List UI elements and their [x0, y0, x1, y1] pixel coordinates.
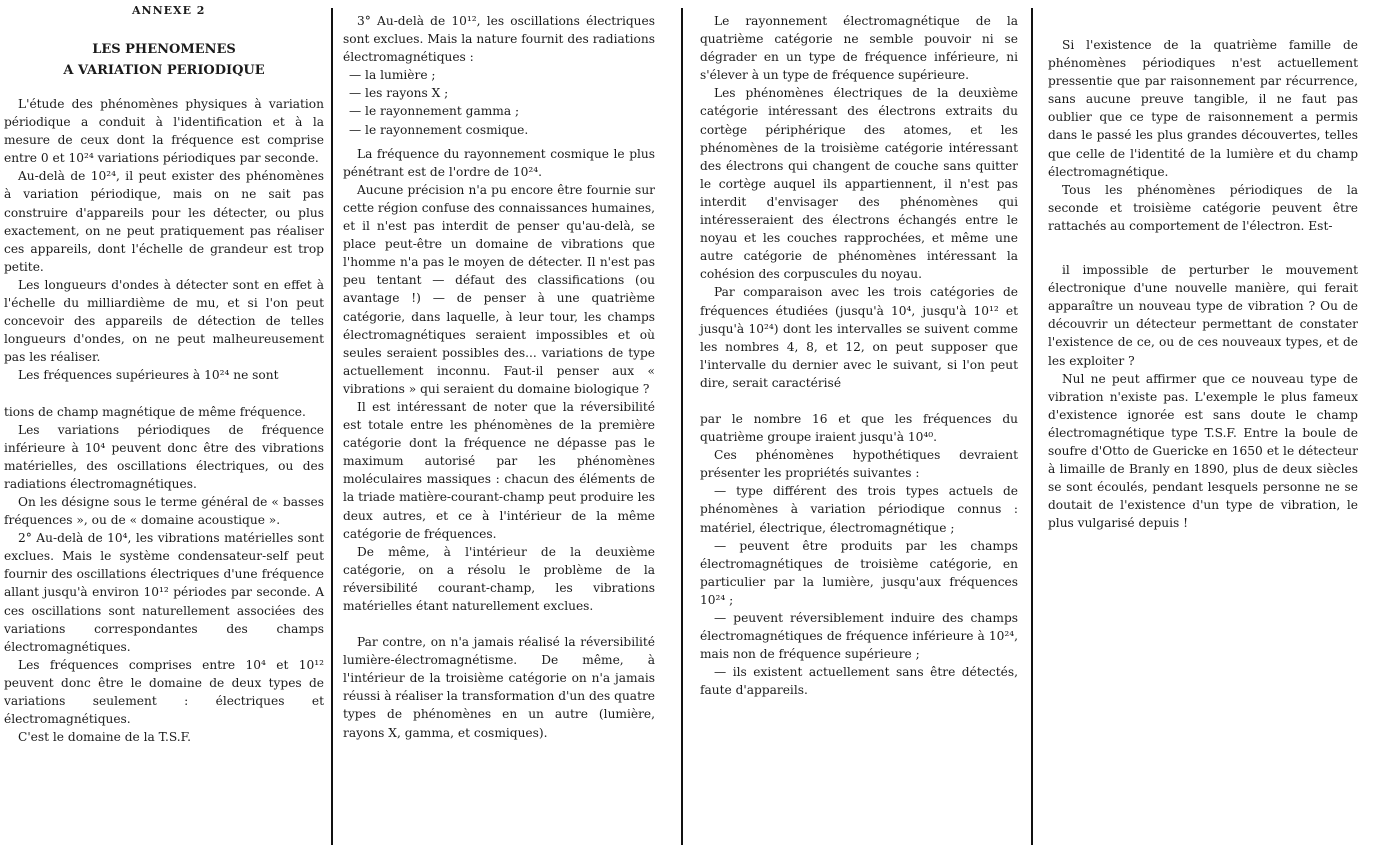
paragraph: Les fréquences supérieures à 10²⁴ ne sont	[18, 368, 279, 383]
paragraph: L'étude des phénomènes physiques à variation périodique a conduit à l'identification et à la mesure de ceux dont la fréquence est comprise entre 0 et 10²⁴ variations périodiques par seconde.	[4, 97, 324, 166]
radiation-list	[343, 66, 655, 138]
paragraph: La fréquence du rayonnement cosmique le plus pénétrant est de l'ordre de 10²⁴.	[343, 146, 655, 179]
list-item: — le rayonnement cosmique.	[349, 122, 529, 137]
paragraph: On les désigne sous le terme général de « basses fréquences », ou de « domaine acoustique ».	[4, 494, 324, 528]
paragraph: — ils existent actuellement sans être détectés, faute d'appareils.	[700, 665, 1018, 698]
paragraph: — peuvent réversiblement induire des champs électromagnétiques de fréquence inférieure à 10²⁴, mais non de fréquence supérieure ;	[700, 611, 1018, 662]
list-item: — la lumière ;	[349, 68, 436, 83]
column-2	[343, 0, 655, 845]
page-title	[4, 39, 324, 81]
paragraph: Il est intéressant de noter que la réversibilité est totale entre les phénomènes de la première catégorie dont la fréquence ne dépasse pas le maximum autorisé par les phénomènes moléculaires massiques : chacun des éléments de la triade matière-courant-champ peut produire les deux autres, et ce à l'intérieur de la même catégorie de fréquences.	[343, 399, 655, 541]
paragraph: Par contre, on n'a jamais réalisé la réversibilité lumière-électromagnétisme. De même, à l'intérieur de la troisième catégorie on n'a jamais réussi à réaliser la transformation d'un des quatre types de phénomènes en un autre (lumière, rayons X, gamma, et cosmiques).	[343, 635, 655, 740]
paragraph: 3° Au-delà de 10¹², les oscillations électriques sont exclues. Mais la nature fournit des radiations électromagnétiques :	[343, 14, 655, 65]
column-1	[4, 0, 324, 845]
paragraph: tions de champ magnétique de même fréquence.	[4, 404, 306, 419]
column-rule	[681, 8, 683, 845]
paragraph: par le nombre 16 et que les fréquences du quatrième groupe iraient jusqu'à 10⁴⁰.	[700, 411, 1018, 445]
paragraph: C'est le domaine de la T.S.F.	[18, 730, 192, 745]
paragraph: Si l'existence de la quatrième famille de phénomènes périodiques n'est actuellement pressentie que par raisonnement par récurrence, sans aucune preuve tangible, il ne faut pas oublier que ce type de raisonnement a permis dans le passé les plus grandes découvertes, telles que celle de l'identité de la lumière et du champ électromagnétique.	[1048, 38, 1358, 179]
paragraph: Par comparaison avec les trois catégories de fréquences étudiées (jusqu'à 10⁴, jusqu'à 10¹² et jusqu'à 10²⁴) dont les intervalles se suivent comme les nombres 4, 8, et 12, on peut supposer que l'intervalle du dernier avec le suivant, si l'on peut dire, serait caractérisé	[700, 285, 1018, 390]
paragraph: il impossible de perturber le mouvement électronique d'une nouvelle manière, qui ferait apparaître un nouveau type de vibration ? Ou de découvrir un détecteur permettant de constater l'existence de ce, ou de ces nouveaux types, et de les exploiter ?	[1048, 263, 1358, 368]
paragraph: Nul ne peut affirmer que ce nouveau type de vibration n'existe pas. L'exemple le plus fameux d'existence ignorée est sans doute le champ électromagnétique type T.S.F. Entre la boule de soufre d'Otto de Guericke en 1650 et le détecteur à limaille de Branly en 1890, plus de deux siècles se sont écoulés, pendant lesquels personne ne se doutait de l'existence d'un type de vibration, le plus vulgarisé depuis !	[1048, 371, 1358, 531]
list-item: — les rayons X ;	[349, 86, 449, 101]
paragraph: Les variations périodiques de fréquence inférieure à 10⁴ peuvent donc être des vibrations matérielles, des oscillations électriques, ou des radiations électromagnétiques.	[4, 422, 324, 491]
paragraph: Les longueurs d'ondes à détecter sont en effet à l'échelle du milliardième de mu, et si l'on peut concevoir des appareils de détection de telles longueurs d'ondes, on ne peut malheureusement pas les réaliser.	[4, 277, 324, 365]
paragraph: Aucune précision n'a pu encore être fournie sur cette région confuse des connaissances humaines, et il n'est pas interdit de penser qu'au-delà, se place peut-être un domaine de vibrations que l'homme n'a pas le moyen de détecter. Il n'est pas peu tentant — défaut des classifications (ou avantage !) — de penser à une quatrième catégorie, dans laquelle, à leur tour, les champs électromagnétiques seraient impossibles et où seules seraient possibles des... variations de type actuellement inconnu. Faut-il penser aux « vibrations » qui seraient du domaine biologique ?	[343, 182, 656, 396]
paragraph: Les phénomènes électriques de la deuxième catégorie intéressant des électrons extraits du cortège périphérique des atomes, et les phénomènes de la troisième catégorie intéressant des électrons qui changent de couche sans quitter le cortège auquel ils appartiennent, il n'est pas interdit d'envisager des phénomènes qui intéresseraient des électrons échangés entre le noyau et les couches rapprochées, et même une autre catégorie de phénomènes intéressant la cohésion des corpuscules du noyau.	[700, 86, 1018, 282]
column-rule	[331, 8, 333, 845]
column-3	[700, 0, 1018, 845]
paragraph: Les fréquences comprises entre 10⁴ et 10¹² peuvent donc être le domaine de deux types de variations seulement : électriques et électromagnétiques.	[4, 657, 324, 727]
column-rule	[1031, 8, 1033, 845]
paragraph: Tous les phénomènes périodiques de la seconde et troisième catégorie peuvent être rattachés au comportement de l'électron. Est-	[1048, 182, 1358, 233]
paragraph: — type différent des trois types actuels de phénomènes à variation périodique connus : matériel, électrique, électromagnétique ;	[700, 484, 1018, 535]
paragraph: De même, à l'intérieur de la deuxième catégorie, on a résolu le problème de la réversibilité courant-champ, les vibrations matérielles étant naturellement exclues.	[343, 544, 655, 613]
paragraph: Au-delà de 10²⁴, il peut exister des phénomènes à variation périodique, mais on ne sait pas construire d'appareils pour les détecter, ou plus exactement, on ne peut pratiquement pas réaliser ces appareils, dont l'échelle de grandeur est trop petite.	[4, 169, 324, 274]
annexe-header: ANNEXE 2	[132, 4, 206, 17]
paragraph: Ces phénomènes hypothétiques devraient présenter les propriétés suivantes :	[700, 448, 1018, 481]
paragraph: — peuvent être produits par les champs électromagnétiques de troisième catégorie, en particulier par la lumière, jusqu'aux fréquences 10²⁴ ;	[700, 538, 1018, 607]
list-item: — le rayonnement gamma ;	[349, 104, 520, 119]
paragraph: Le rayonnement électromagnétique de la quatrième catégorie ne semble pouvoir ni se dégrader en un type de fréquence inférieure, ni s'élever à un type de fréquence supérieure.	[700, 14, 1018, 83]
title-line-2: A VARIATION PERIODIQUE	[63, 63, 265, 78]
title-line-1: LES PHENOMENES	[92, 42, 236, 57]
column-4	[1048, 0, 1358, 845]
paragraph: 2° Au-delà de 10⁴, les vibrations matérielles sont exclues. Mais le système condensateur-self peut fournir des oscillations électriques d'une fréquence allant jusqu'à environ 10¹² périodes par seconde. A ces oscillations sont naturellement associées des variations correspondantes des champs électromagnétiques.	[4, 531, 324, 654]
